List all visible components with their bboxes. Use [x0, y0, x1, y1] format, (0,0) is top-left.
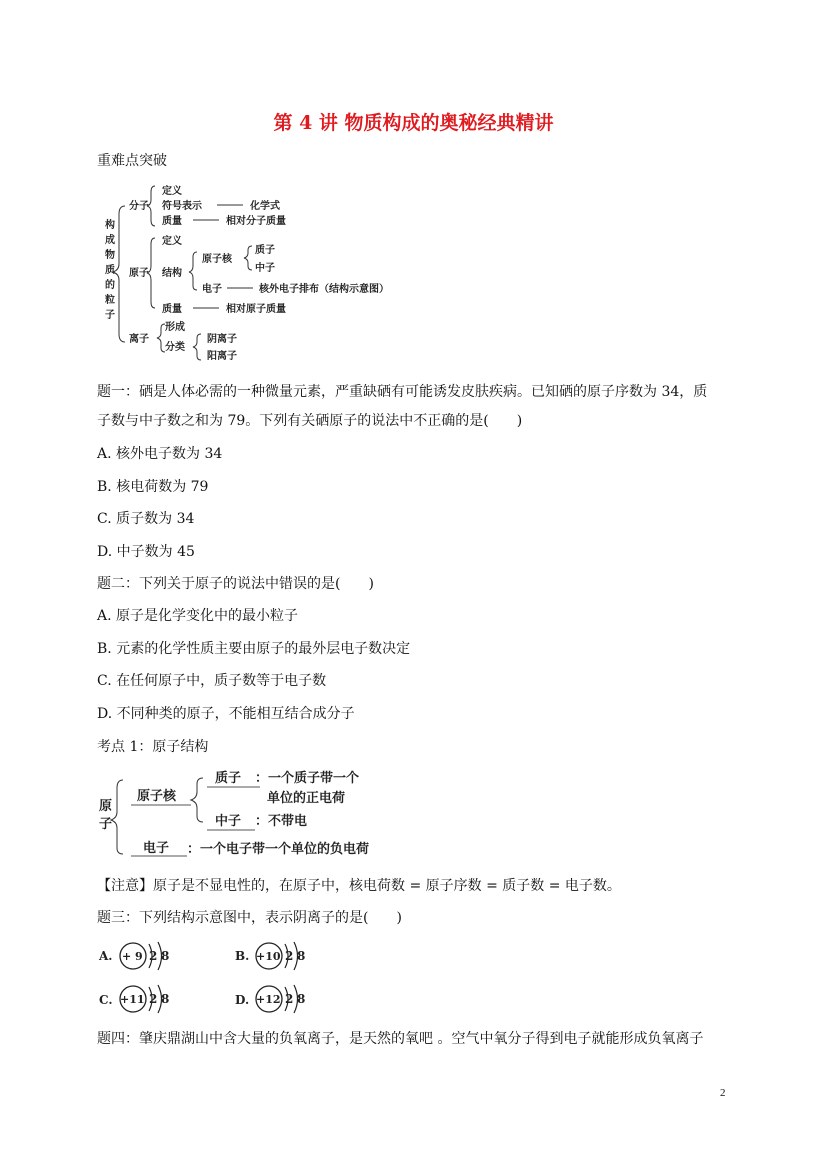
- kp1-nucleus: 原子核: [137, 789, 177, 804]
- root-char: 子: [105, 310, 115, 321]
- kp1-proton-desc-2: 单位的正电荷: [267, 791, 346, 806]
- q1-option-d: D. 中子数为 45: [97, 544, 195, 560]
- ion-brace: [157, 324, 165, 352]
- molecule-mass-target: 相对分子质量: [226, 216, 286, 227]
- ion-label: 离子: [129, 334, 149, 345]
- q3-structure-diagrams: [95, 936, 335, 1020]
- root-char: 构: [105, 220, 115, 231]
- kp1-neutron-desc: ：不带电: [255, 814, 308, 829]
- q3-nucleus-charge: +10: [256, 950, 281, 963]
- molecule-brace: [147, 186, 155, 226]
- root-char: 粒: [105, 295, 115, 306]
- ion-cation: 阳离子: [207, 351, 237, 362]
- atom-definition: 定义: [162, 236, 182, 247]
- q3-nucleus-charge: +12: [256, 993, 281, 1006]
- kp1-electron: 电子: [143, 841, 170, 856]
- q3-option-letter: C.: [99, 993, 113, 1007]
- q1-stem-line1: 题一：硒是人体必需的一种微量元素，严重缺硒有可能诱发皮肤疾病。已知硒的原子序数为 34，质: [97, 384, 708, 400]
- root-char: 物: [105, 250, 115, 261]
- molecule-definition: 定义: [162, 186, 182, 197]
- atom-structure: 结构: [162, 268, 182, 279]
- ion-anion: 阴离子: [207, 334, 237, 345]
- molecule-symbol: 符号表示: [162, 201, 202, 212]
- q2-option-c: C. 在任何原子中，质子数等于电子数: [97, 673, 327, 689]
- molecule-mass: 质量: [162, 216, 182, 227]
- kp1-electron-desc: ：一个电子带一个单位的负电荷: [187, 842, 370, 857]
- q2-option-a: A. 原子是化学变化中的最小粒子: [97, 608, 299, 624]
- classification-brace: [193, 334, 201, 360]
- page-title: 第 4 讲 物质构成的奥秘经典精讲: [273, 112, 554, 134]
- atom-electron: 电子: [202, 284, 222, 295]
- q3-stem: 题三：下列结构示意图中，表示阴离子的是( ): [97, 910, 402, 926]
- atom-nucleus: 原子核: [202, 254, 232, 265]
- section-heading: 重难点突破: [97, 153, 167, 169]
- q3-shell-count: 2: [149, 949, 158, 963]
- q3-shell-count: 8: [161, 949, 170, 963]
- q1-option-c: C. 质子数为 34: [97, 511, 195, 527]
- atom-mass: 质量: [162, 304, 182, 315]
- q3-option-letter: A.: [99, 949, 113, 963]
- note: 【注意】原子是不显电性的，在原子中，核电荷数 = 原子序数 = 质子数 = 电子数。: [97, 878, 621, 894]
- kp1-nucleus-brace: [191, 778, 203, 822]
- atom-label: 原子: [129, 268, 149, 279]
- kp1-proton: 质子: [215, 771, 242, 786]
- atom-proton: 质子: [255, 245, 275, 256]
- molecule-symbol-target: 化学式: [250, 201, 280, 212]
- q3-shell-count: 2: [285, 992, 294, 1006]
- structure-brace: [189, 252, 197, 290]
- kp1-heading: 考点 1：原子结构: [97, 739, 209, 755]
- q2-stem: 题二：下列关于原子的说法中错误的是( ): [97, 576, 374, 592]
- q1-option-a: A. 核外电子数为 34: [97, 446, 223, 462]
- q1-option-b: B. 核电荷数为 79: [97, 479, 209, 495]
- q1-stem-line2: 子数与中子数之和为 79。下列有关硒原子的说法中不正确的是( ): [97, 413, 523, 429]
- q2-option-d: D. 不同种类的原子，不能相互结合成分子: [97, 706, 355, 722]
- molecule-label: 分子: [129, 201, 149, 212]
- q2-option-b: B. 元素的化学性质主要由原子的最外层电子数决定: [97, 641, 411, 657]
- atom-brace: [147, 238, 155, 308]
- nucleus-brace: [244, 246, 252, 270]
- q3-shell-count: 8: [297, 949, 306, 963]
- root-char: 成: [105, 235, 115, 246]
- q4-stem: 题四：肇庆鼎湖山中含大量的负氧离子，是天然的氧吧 。空气中氧分子得到电子就能形成负氧离子: [97, 1031, 704, 1047]
- ion-classification: 分类: [165, 342, 185, 353]
- page-number: 2: [720, 1087, 726, 1099]
- kp1-root-brace: [111, 780, 123, 854]
- atom-neutron: 中子: [255, 263, 275, 274]
- kp1-proton-desc-1: ：一个质子带一个: [255, 771, 360, 786]
- q3-shell-count: 8: [161, 992, 170, 1006]
- q3-shell-count: 8: [297, 992, 306, 1006]
- ion-formation: 形成: [165, 322, 185, 333]
- concept-map-diagram: [95, 178, 425, 368]
- q3-nucleus-charge: + 9: [122, 950, 143, 963]
- q3-option-letter: B.: [235, 949, 250, 963]
- atom-electron-target: 核外电子排布（结构示意图）: [259, 284, 389, 295]
- kp1-root-char: 原: [99, 799, 113, 814]
- root-char: 的: [105, 280, 115, 291]
- kp1-root-char: 子: [99, 817, 113, 832]
- q3-option-letter: D.: [235, 993, 250, 1007]
- root-char: 质: [105, 265, 115, 276]
- q3-shell-count: 2: [149, 992, 158, 1006]
- atom-mass-target: 相对原子质量: [226, 304, 286, 315]
- atom-structure-diagram: [95, 764, 395, 864]
- kp1-neutron: 中子: [215, 814, 242, 829]
- q3-nucleus-charge: +11: [120, 993, 145, 1006]
- q3-shell-count: 2: [285, 949, 294, 963]
